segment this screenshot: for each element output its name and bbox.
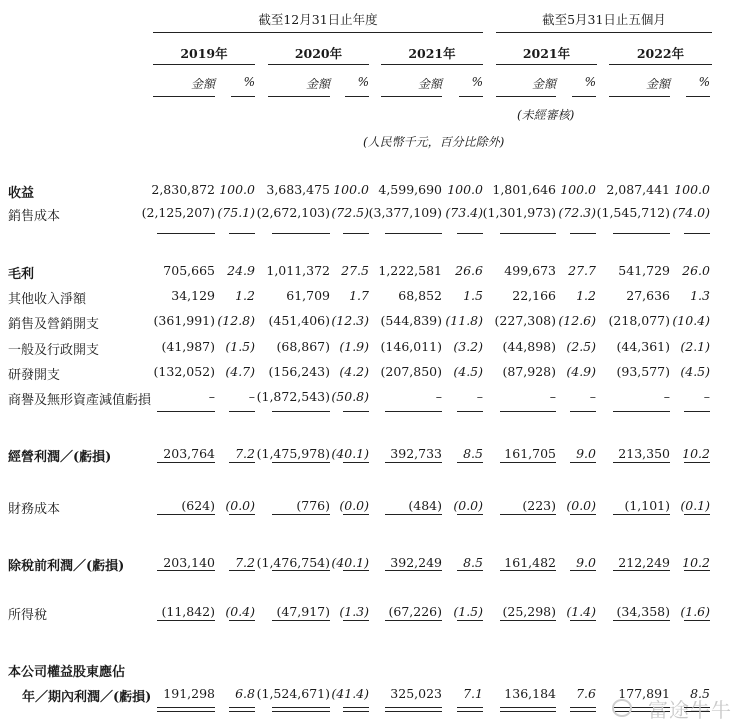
amount-col-rule [153, 96, 215, 97]
amount-cell: 213,350 [618, 446, 670, 461]
amount-cell: – [549, 389, 556, 404]
percent-cell: (1.6) [680, 604, 710, 619]
total-double-rule [570, 707, 596, 712]
row-label: 毛利 [8, 267, 35, 282]
subtotal-rule [157, 620, 215, 621]
amount-cell: 203,140 [163, 555, 215, 570]
subtotal-rule [157, 411, 215, 412]
amount-cell: 136,184 [504, 686, 556, 701]
amount-col-rule [381, 96, 442, 97]
amount-cell: 61,709 [286, 288, 330, 303]
total-double-rule [385, 707, 442, 712]
year-rule [496, 64, 597, 65]
amount-cell: (3,377,109) [368, 205, 442, 220]
amount-cell: (1,545,712) [596, 205, 670, 220]
subtotal-rule [500, 514, 556, 515]
amount-cell: (451,406) [268, 313, 330, 328]
total-double-rule [343, 707, 369, 712]
total-double-rule [500, 707, 556, 712]
row-label: 所得稅 [8, 608, 48, 623]
amount-cell: 203,764 [163, 446, 215, 461]
subtotal-rule [684, 411, 710, 412]
percent-cell: 6.8 [235, 686, 255, 701]
row-label-continued: 年／期內利潤／(虧損) [22, 690, 152, 705]
amount-col-rule [609, 96, 670, 97]
amount-cell: 34,129 [171, 288, 215, 303]
percent-cell: 26.0 [682, 263, 710, 278]
subtotal-rule [272, 570, 330, 571]
subtotal-rule [613, 411, 670, 412]
percent-cell: (40.1) [331, 446, 369, 461]
percent-cell: 8.5 [463, 555, 483, 570]
amount-cell: (156,243) [268, 364, 330, 379]
row-label: 本公司權益股東應佔 [8, 665, 126, 680]
percent-cell: (40.1) [331, 555, 369, 570]
subtotal-rule [229, 462, 255, 463]
percent-col-rule [572, 96, 596, 97]
percent-cell: (1.3) [339, 604, 369, 619]
watermark-logo-icon [612, 699, 632, 717]
percent-cell: (1.5) [453, 604, 483, 619]
subtotal-rule [570, 462, 596, 463]
row-label: 一般及行政開支 [8, 343, 100, 358]
percent-col-header: % [698, 75, 710, 89]
total-double-rule [457, 707, 483, 712]
subtotal-rule [385, 514, 442, 515]
amount-col-rule [496, 96, 556, 97]
amount-cell: 2,087,441 [606, 182, 670, 197]
amount-cell: (132,052) [153, 364, 215, 379]
subtotal-rule [385, 462, 442, 463]
percent-cell: (0.4) [225, 604, 255, 619]
amount-cell: 2,830,872 [151, 182, 215, 197]
subtotal-rule [684, 462, 710, 463]
subtotal-rule [229, 233, 255, 234]
amount-cell: (1,476,754) [256, 555, 330, 570]
percent-cell: (0.0) [453, 498, 483, 513]
subtotal-rule [457, 411, 483, 412]
percent-cell: 7.2 [235, 446, 255, 461]
subtotal-rule [343, 620, 369, 621]
amount-cell: (1,301,973) [482, 205, 556, 220]
percent-cell: 1.2 [576, 288, 596, 303]
year-header: 2020年 [294, 46, 343, 61]
percent-cell: 1.7 [349, 288, 369, 303]
subtotal-rule [500, 411, 556, 412]
percent-cell: 100.0 [333, 182, 369, 197]
row-label: 收益 [8, 186, 35, 201]
subtotal-rule [457, 620, 483, 621]
percent-cell: (74.0) [672, 205, 710, 220]
subtotal-rule [343, 462, 369, 463]
amount-cell: (1,872,543) [256, 389, 330, 404]
row-label: 除稅前利潤／(虧損) [8, 559, 125, 574]
year-header: 2022年 [636, 46, 685, 61]
percent-cell: 10.2 [682, 446, 710, 461]
subtotal-rule [570, 514, 596, 515]
percent-cell: (75.1) [217, 205, 255, 220]
amount-cell: (2,672,103) [256, 205, 330, 220]
subtotal-rule [385, 620, 442, 621]
amount-cell: 161,705 [504, 446, 556, 461]
percent-cell: 24.9 [227, 263, 255, 278]
percent-cell: (3.2) [453, 339, 483, 354]
percent-cell: (72.5) [331, 205, 369, 220]
amount-cell: – [663, 389, 670, 404]
amount-col-header: 金額 [645, 77, 670, 91]
amount-cell: (25,298) [502, 604, 556, 619]
amount-cell: (1,475,978) [256, 446, 330, 461]
period-group-annual: 截至12月31日止年度 [258, 12, 378, 27]
subtotal-rule [500, 620, 556, 621]
percent-col-header: % [584, 75, 596, 89]
subtotal-rule [385, 411, 442, 412]
subtotal-rule [570, 570, 596, 571]
amount-cell: (68,867) [276, 339, 330, 354]
subtotal-rule [272, 411, 330, 412]
percent-cell: (12.3) [331, 313, 369, 328]
amount-cell: (87,928) [502, 364, 556, 379]
amount-cell: 68,852 [398, 288, 442, 303]
percent-col-header: % [357, 75, 369, 89]
amount-col-header: 金額 [305, 77, 330, 91]
header-rule [496, 32, 712, 33]
subtotal-rule [457, 570, 483, 571]
amount-cell: – [208, 389, 215, 404]
subtotal-rule [229, 570, 255, 571]
percent-cell: 27.7 [568, 263, 596, 278]
subtotal-rule [613, 620, 670, 621]
percent-cell: (4.5) [680, 364, 710, 379]
percent-cell: – [703, 389, 710, 404]
percent-cell: (4.7) [225, 364, 255, 379]
percent-cell: 100.0 [219, 182, 255, 197]
amount-cell: (223) [522, 498, 556, 513]
percent-cell: (73.4) [445, 205, 483, 220]
amount-cell: 499,673 [504, 263, 556, 278]
percent-cell: (0.1) [680, 498, 710, 513]
percent-cell: 7.6 [576, 686, 596, 701]
amount-cell: 27,636 [626, 288, 670, 303]
amount-cell: (361,991) [153, 313, 215, 328]
subtotal-rule [272, 233, 330, 234]
total-double-rule [229, 707, 255, 712]
percent-cell: (72.3) [558, 205, 596, 220]
percent-col-rule [686, 96, 710, 97]
amount-cell: 392,249 [390, 555, 442, 570]
subtotal-rule [343, 233, 369, 234]
amount-cell: (1,524,671) [256, 686, 330, 701]
subtotal-rule [272, 514, 330, 515]
amount-cell: 541,729 [618, 263, 670, 278]
percent-cell: 100.0 [674, 182, 710, 197]
percent-cell: 7.1 [463, 686, 483, 701]
amount-cell: (93,577) [616, 364, 670, 379]
percent-cell: (1.9) [339, 339, 369, 354]
amount-cell: 3,683,475 [266, 182, 330, 197]
amount-col-rule [268, 96, 330, 97]
year-rule [381, 64, 483, 65]
subtotal-rule [457, 233, 483, 234]
subtotal-rule [343, 411, 369, 412]
percent-cell: (10.4) [672, 313, 710, 328]
percent-cell: 10.2 [682, 555, 710, 570]
amount-cell: 325,023 [390, 686, 442, 701]
subtotal-rule [613, 514, 670, 515]
percent-cell: (4.5) [453, 364, 483, 379]
subtotal-rule [157, 570, 215, 571]
subtotal-rule [157, 514, 215, 515]
subtotal-rule [457, 462, 483, 463]
year-rule [153, 64, 255, 65]
header-rule [153, 32, 483, 33]
percent-cell: (4.9) [566, 364, 596, 379]
amount-cell: 392,733 [390, 446, 442, 461]
amount-cell: 705,665 [163, 263, 215, 278]
amount-cell: 212,249 [618, 555, 670, 570]
row-label: 經營利潤／(虧損) [8, 450, 112, 465]
percent-cell: 100.0 [560, 182, 596, 197]
percent-cell: (2.5) [566, 339, 596, 354]
year-header: 2021年 [408, 46, 456, 61]
percent-cell: 100.0 [447, 182, 483, 197]
amount-cell: (47,917) [276, 604, 330, 619]
amount-cell: 191,298 [163, 686, 215, 701]
amount-col-header: 金額 [417, 77, 442, 91]
amount-cell: (207,850) [380, 364, 442, 379]
amount-cell: – [435, 389, 442, 404]
amount-cell: (218,077) [608, 313, 670, 328]
subtotal-rule [684, 233, 710, 234]
amount-cell: (34,358) [616, 604, 670, 619]
year-header: 2021年 [522, 46, 571, 61]
percent-cell: (1.5) [225, 339, 255, 354]
percent-cell: (11.8) [445, 313, 483, 328]
total-double-rule [157, 707, 215, 712]
percent-cell: (4.2) [339, 364, 369, 379]
subtotal-rule [684, 620, 710, 621]
total-double-rule [272, 707, 330, 712]
percent-cell: 1.3 [690, 288, 710, 303]
subtotal-rule [229, 514, 255, 515]
subtotal-rule [157, 462, 215, 463]
percent-col-rule [345, 96, 369, 97]
amount-cell: (41,987) [161, 339, 215, 354]
amount-cell: 1,801,646 [492, 182, 556, 197]
amount-cell: (44,898) [502, 339, 556, 354]
period-group-five-months: 截至5月31日止五個月 [542, 12, 666, 27]
subtotal-rule [570, 411, 596, 412]
amount-cell: (1,101) [624, 498, 670, 513]
percent-cell: (0.0) [566, 498, 596, 513]
amount-cell: 177,891 [618, 686, 670, 701]
subtotal-rule [684, 514, 710, 515]
percent-cell: 1.2 [235, 288, 255, 303]
amount-col-header: 金額 [531, 77, 556, 91]
subtotal-rule [570, 233, 596, 234]
subtotal-rule [457, 514, 483, 515]
amount-cell: (776) [296, 498, 330, 513]
subtotal-rule [272, 620, 330, 621]
percent-cell: 9.0 [576, 555, 596, 570]
amount-cell: 1,011,372 [266, 263, 330, 278]
row-label: 其他收入淨額 [8, 292, 87, 307]
subtotal-rule [343, 570, 369, 571]
subtotal-rule [157, 233, 215, 234]
row-label: 商譽及無形資產減值虧損 [8, 393, 152, 408]
subtotal-rule [500, 570, 556, 571]
percent-cell: (2.1) [680, 339, 710, 354]
year-header: 2019年 [180, 46, 228, 61]
row-label: 銷售成本 [8, 209, 61, 224]
amount-cell: 4,599,690 [378, 182, 442, 197]
amount-cell: (484) [408, 498, 442, 513]
percent-cell: (0.0) [339, 498, 369, 513]
subtotal-rule [229, 411, 255, 412]
subtotal-rule [385, 570, 442, 571]
amount-col-header: 金額 [190, 77, 215, 91]
percent-cell: – [248, 389, 255, 404]
row-label: 銷售及營銷開支 [8, 317, 100, 332]
percent-cell: 27.5 [341, 263, 369, 278]
amount-cell: 22,166 [512, 288, 556, 303]
subtotal-rule [613, 462, 670, 463]
units-note: (人民幣千元，百分比除外) [363, 135, 505, 149]
amount-cell: (67,226) [388, 604, 442, 619]
subtotal-rule [385, 233, 442, 234]
subtotal-rule [272, 462, 330, 463]
watermark-text: 富途牛牛 [648, 698, 732, 722]
amount-cell: 1,222,581 [378, 263, 442, 278]
percent-cell: 1.5 [463, 288, 483, 303]
unaudited-note: (未經審核) [517, 108, 575, 122]
subtotal-rule [500, 233, 556, 234]
percent-cell: 8.5 [463, 446, 483, 461]
percent-col-header: % [471, 75, 483, 89]
percent-cell: 8.5 [690, 686, 710, 701]
percent-cell: – [476, 389, 483, 404]
subtotal-rule [613, 233, 670, 234]
subtotal-rule [613, 570, 670, 571]
amount-cell: (624) [181, 498, 215, 513]
subtotal-rule [500, 462, 556, 463]
percent-col-rule [459, 96, 483, 97]
percent-col-header: % [243, 75, 255, 89]
percent-col-rule [231, 96, 255, 97]
percent-cell: (12.8) [217, 313, 255, 328]
percent-cell: (41.4) [331, 686, 369, 701]
amount-cell: (544,839) [380, 313, 442, 328]
percent-cell: (12.6) [558, 313, 596, 328]
amount-cell: (227,308) [494, 313, 556, 328]
year-rule [609, 64, 712, 65]
amount-cell: 161,482 [504, 555, 556, 570]
percent-cell: (1.4) [566, 604, 596, 619]
percent-cell: 26.6 [455, 263, 483, 278]
row-label: 財務成本 [8, 502, 61, 517]
subtotal-rule [229, 620, 255, 621]
subtotal-rule [684, 570, 710, 571]
percent-cell: 7.2 [235, 555, 255, 570]
percent-cell: (50.8) [331, 389, 369, 404]
percent-cell: 9.0 [576, 446, 596, 461]
percent-cell: – [589, 389, 596, 404]
amount-cell: (44,361) [616, 339, 670, 354]
subtotal-rule [343, 514, 369, 515]
percent-cell: (0.0) [225, 498, 255, 513]
amount-cell: (2,125,207) [141, 205, 215, 220]
amount-cell: (146,011) [380, 339, 442, 354]
subtotal-rule [570, 620, 596, 621]
row-label: 研發開支 [8, 368, 61, 383]
year-rule [268, 64, 369, 65]
amount-cell: (11,842) [161, 604, 215, 619]
